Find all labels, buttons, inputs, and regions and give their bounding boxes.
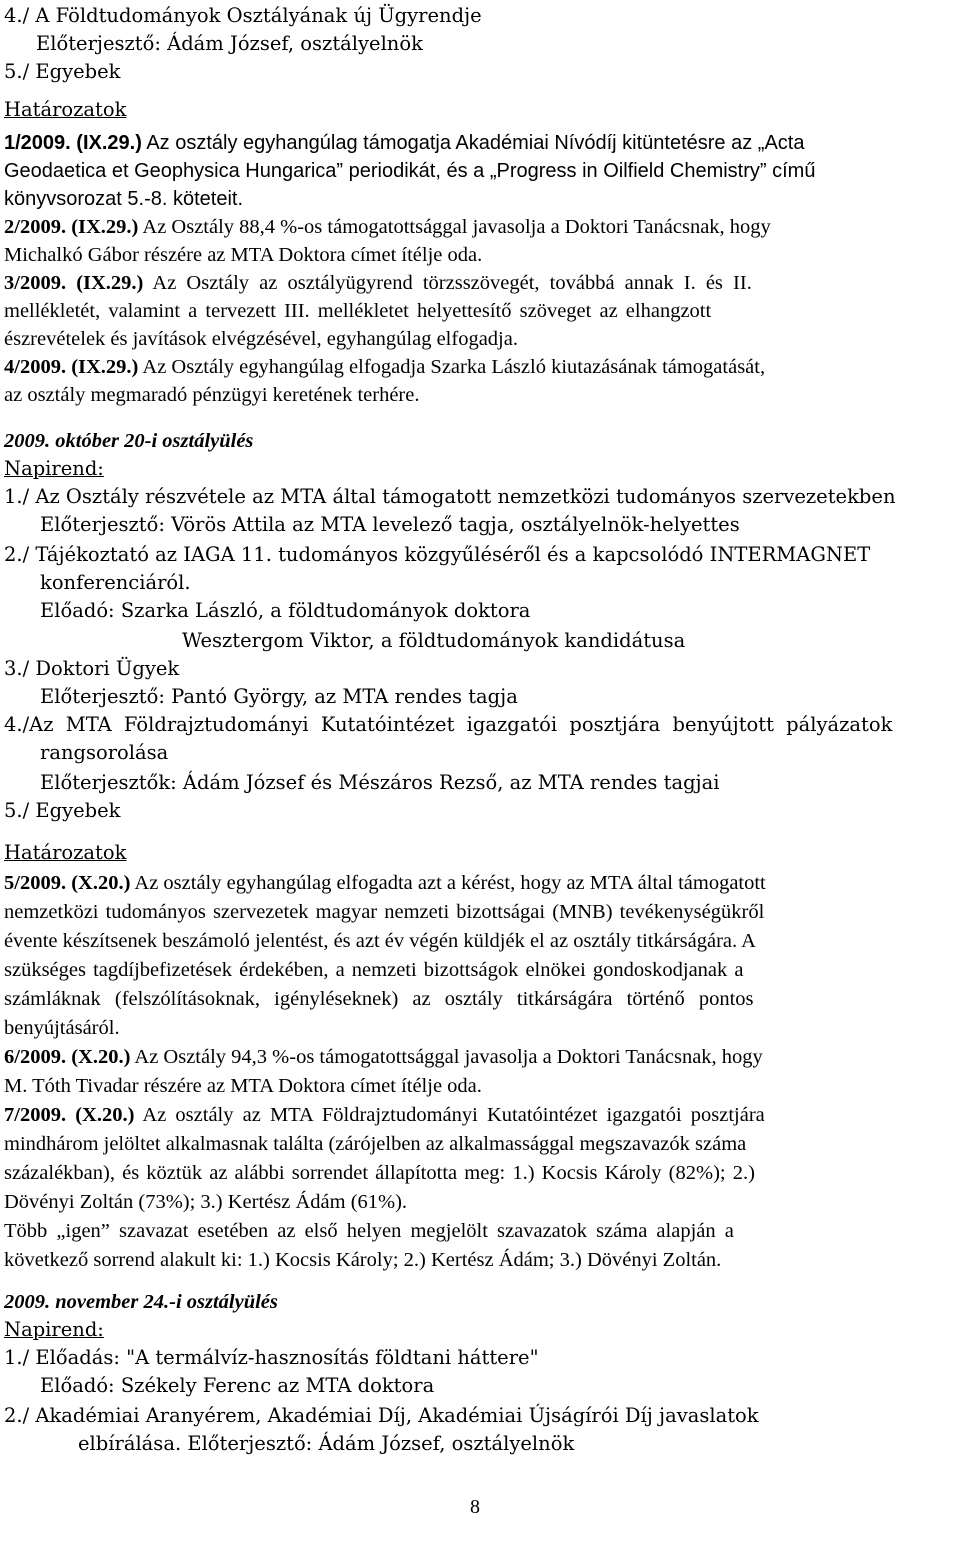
october-agenda-item-4: 4./Az MTA Földrajztudományi Kutatóintézet igazgatói posztjára benyújtott pályázatok [4,713,893,736]
resolution-2-line-2: Michalkó Gábor részére az MTA Doktora címet ítélje oda. [4,244,483,266]
resolution-7-line-3: százalékban), és köztük az alábbi sorrendet állapította meg: 1.) Kocsis Károly (82%); 2.) [4,1162,755,1184]
resolution-3-number: 3/2009. (IX.29.) [4,272,144,294]
resolution-7-line-1: 7/2009. (X.20.) Az osztály az MTA Földrajztudományi Kutatóintézet igazgatói posztjára [4,1104,765,1126]
october-agenda-item-2-cont: konferenciáról. [40,571,191,594]
resolution-4-line-2: az osztály megmaradó pénzügyi keretének terhére. [4,384,420,406]
resolution-1-line-2: Geodaetica et Geophysica Hungarica” periodikát, és a „Progress in Oilfield Chemistry” című [4,160,816,182]
october-agenda-item-3: 3./ Doktori Ügyek [4,657,180,680]
resolution-2-number: 2/2009. (IX.29.) [4,216,139,238]
resolution-6-number: 6/2009. (X.20.) [4,1046,131,1068]
resolution-5-line-1: 5/2009. (X.20.) Az osztály egyhangúlag elfogadta azt a kérést, hogy az MTA által támogatott [4,872,766,894]
resolution-5-number: 5/2009. (X.20.) [4,872,131,894]
resolution-5-line-4: szükséges tagdíjbefizetések érdekében, a nemzeti bizottságok elnökei gondoskodjanak a [4,959,744,981]
resolutions-heading-2: Határozatok [4,841,127,864]
resolution-7-number: 7/2009. (X.20.) [4,1104,135,1126]
november-meeting-title: 2009. november 24.-i osztályülés [4,1291,278,1313]
november-agenda-item-1-speaker: Előadó: Székely Ferenc az MTA doktora [40,1374,435,1397]
november-agenda-item-2-cont: elbírálása. Előterjesztő: Ádám József, osztályelnök [78,1432,575,1455]
page-number: 8 [470,1496,480,1518]
resolution-7-line-2: mindhárom jelöltet alkalmasnak találta (zárójelben az alkalmassággal megszavazók száma [4,1133,747,1155]
resolution-3-line-1: 3/2009. (IX.29.) Az Osztály az osztályügyrend törzsszövegét, továbbá annak I. és II. [4,272,752,294]
resolution-7-line-4: Dövényi Zoltán (73%); 3.) Kertész Ádám (61%). [4,1191,408,1213]
october-agenda-item-2-speaker-2: Wesztergom Viktor, a földtudományok kandidátusa [182,629,686,652]
october-agenda-item-2: 2./ Tájékoztató az IAGA 11. tudományos közgyűléséről és a kapcsolódó INTERMAGNET [4,543,871,566]
october-agenda-label: Napirend: [4,457,104,480]
october-meeting-title: 2009. október 20-i osztályülés [4,430,254,452]
october-agenda-item-1-presenter: Előterjesztő: Vörös Attila az MTA levelező tagja, osztályelnök-helyettes [40,513,740,536]
agenda-item-4-presenter: Előterjesztő: Ádám József, osztályelnök [36,32,423,55]
agenda-item-4: 4./ A Földtudományok Osztályának új Ügyrendje [4,4,482,27]
resolution-7-line-5: Több „igen” szavazat esetében az első helyen megjelölt szavazatok száma alapján a [4,1220,734,1242]
resolution-1-line-1: 1/2009. (IX.29.) Az osztály egyhangúlag támogatja Akadémiai Nívódíj kitüntetésre az „Acta [4,132,805,154]
resolution-5-line-3: évente készítsenek beszámoló jelentést, és azt év végén küldjék el az osztály titkárságára. A [4,930,756,952]
resolution-6-line-1: 6/2009. (X.20.) Az Osztály 94,3 %-os támogatottsággal javasolja a Doktori Tanácsnak, hogy [4,1046,763,1068]
october-agenda-item-5: 5./ Egyebek [4,799,121,822]
resolution-4-line-1: 4/2009. (IX.29.) Az Osztály egyhangúlag elfogadja Szarka László kiutazásának támogatását, [4,356,766,378]
resolution-4-number: 4/2009. (IX.29.) [4,356,139,378]
resolution-1-line-3: könyvsorozat 5.-8. köteteit. [4,188,244,210]
resolution-3-line-3: észrevételek és javítások elvégzésével, egyhangúlag elfogadja. [4,328,518,350]
resolution-5-line-2: nemzetközi tudományos szervezetek magyar nemzeti bizottságai (MNB) tevékenységükről [4,901,765,923]
agenda-item-5: 5./ Egyebek [4,60,121,83]
resolution-3-line-2: mellékletét, valamint a tervezett III. mellékletet helyettesítő szöveget az elhangzott [4,300,712,322]
resolution-2-line-1: 2/2009. (IX.29.) Az Osztály 88,4 %-os támogatottsággal javasolja a Doktori Tanácsnak, hogy [4,216,771,238]
october-agenda-item-4-presenter: Előterjesztők: Ádám József és Mészáros Rezső, az MTA rendes tagjai [40,771,720,794]
resolution-7-line-6: következő sorrend alakult ki: 1.) Kocsis Károly; 2.) Kertész Ádám; 3.) Dövényi Zoltán. [4,1249,722,1271]
resolution-5-line-6: benyújtásáról. [4,1017,120,1039]
october-agenda-item-2-speaker-1: Előadó: Szarka László, a földtudományok doktora [40,599,531,622]
october-agenda-item-4-cont: rangsorolása [40,741,169,764]
resolution-5-line-5: számláknak (felszólításoknak, igényléseknek) az osztály titkárságára történő pontos [4,988,754,1010]
resolution-6-line-2: M. Tóth Tivadar részére az MTA Doktora címet ítélje oda. [4,1075,482,1097]
october-agenda-item-3-presenter: Előterjesztő: Pantó György, az MTA rendes tagja [40,685,518,708]
november-agenda-label: Napirend: [4,1318,104,1341]
october-agenda-item-1: 1./ Az Osztály részvétele az MTA által támogatott nemzetközi tudományos szervezetekben [4,485,896,508]
november-agenda-item-1: 1./ Előadás: "A termálvíz-hasznosítás földtani háttere" [4,1346,539,1369]
november-agenda-item-2: 2./ Akadémiai Aranyérem, Akadémiai Díj, Akadémiai Újságírói Díj javaslatok [4,1404,759,1427]
resolution-1-number: 1/2009. (IX.29.) [4,132,142,154]
resolutions-heading: Határozatok [4,98,127,121]
